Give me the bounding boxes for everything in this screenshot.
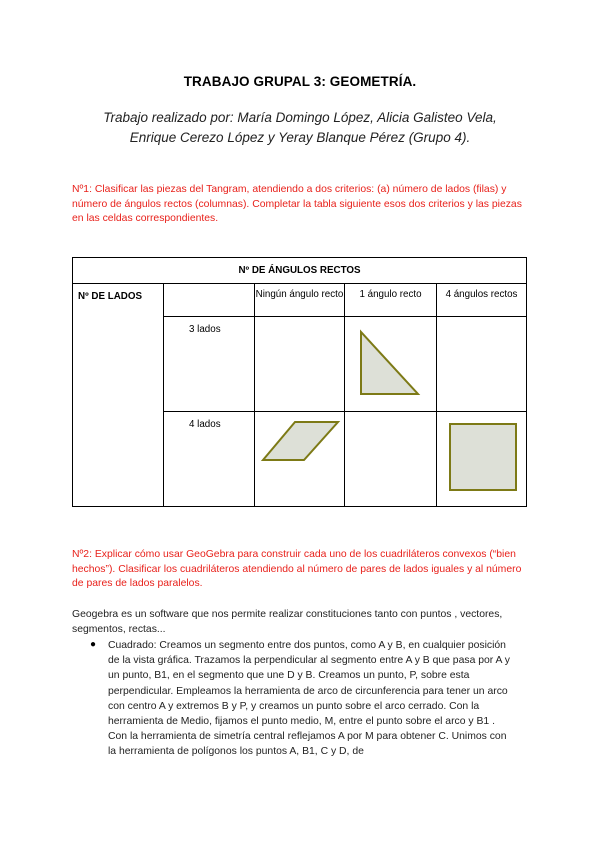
table-header-sides: Nº DE LADOS (73, 283, 164, 506)
intro-paragraph: Geogebra es un software que nos permite realizar constituciones tanto con puntos , vectores, segmentos, rectas... (72, 609, 503, 635)
question-1: Nº1: Clasificar las piezas del Tangram, atendiendo a dos criterios: (a) número de lados (filas) y número de ángulos rectos (columnas). Completar la tabla siguiente esos dos criterios y las piezas en las celdas correspondientes. (72, 184, 522, 225)
table-cell-triangle (345, 316, 437, 411)
table-cell (255, 316, 345, 411)
table-cell-square (437, 411, 527, 506)
row-label-3-sides: 3 lados (164, 316, 255, 411)
triangle-icon (345, 317, 437, 409)
table-empty-cell (164, 283, 255, 316)
row-label-4-sides: 4 lados (164, 411, 255, 506)
column-four-right-angles: 4 ángulos rectos (437, 283, 527, 316)
authors (60, 108, 540, 148)
square-icon (437, 412, 527, 504)
bullet-dot-icon: ● (90, 639, 97, 650)
table-cell-parallelogram (255, 411, 345, 506)
parallelogram-icon (255, 412, 345, 504)
table-cell (345, 411, 437, 506)
bullet-cuadrado-text: Cuadrado: Creamos un segmento entre dos puntos, como A y B, en cualquier posición de la vista gráfica. Trazamos la perpendicular al segmento entre A y B que pasa por A y un punto, B1, en el segmento que une D y B. Creamos un punto, P, sobre esta perpendicular. Empleamos la herramienta de arco de circunferencia para tener un arco con centro A y extremos B y P, y creamos un punto sobre el arco cerrado. Con la herramienta de Medio, fijamos el punto medio, M, entre el punto sobre el arco y B1 . Con la herramienta de simetría central reflejamos A por M para obtener C. Unimos con la herramienta de polígonos los puntos A, B1, C y D, de (108, 640, 511, 758)
column-one-right-angle: 1 ángulo recto (345, 283, 437, 316)
authors-line-2: Enrique Cerezo López y Yeray Blanque Pérez (Grupo 4). (129, 130, 471, 145)
table-header-right-angles: Nº DE ÁNGULOS RECTOS (73, 258, 527, 284)
authors-line-1: Trabajo realizado por: María Domingo López, Alicia Galisteo Vela, (103, 110, 497, 125)
document-title: TRABAJO GRUPAL 3: GEOMETRÍA. (183, 74, 417, 89)
tangram-classification-table (72, 257, 527, 507)
table-cell (437, 316, 527, 411)
question-2: Nº2: Explicar cómo usar GeoGebra para construir cada uno de los cuadriláteros convexos (“bien hechos”). Clasificar los cuadriláteros atendiendo al número de pares de lados iguales y al número de pares de lados paralelos. (72, 549, 522, 590)
column-no-right-angle: Ningún ángulo recto (255, 283, 345, 316)
